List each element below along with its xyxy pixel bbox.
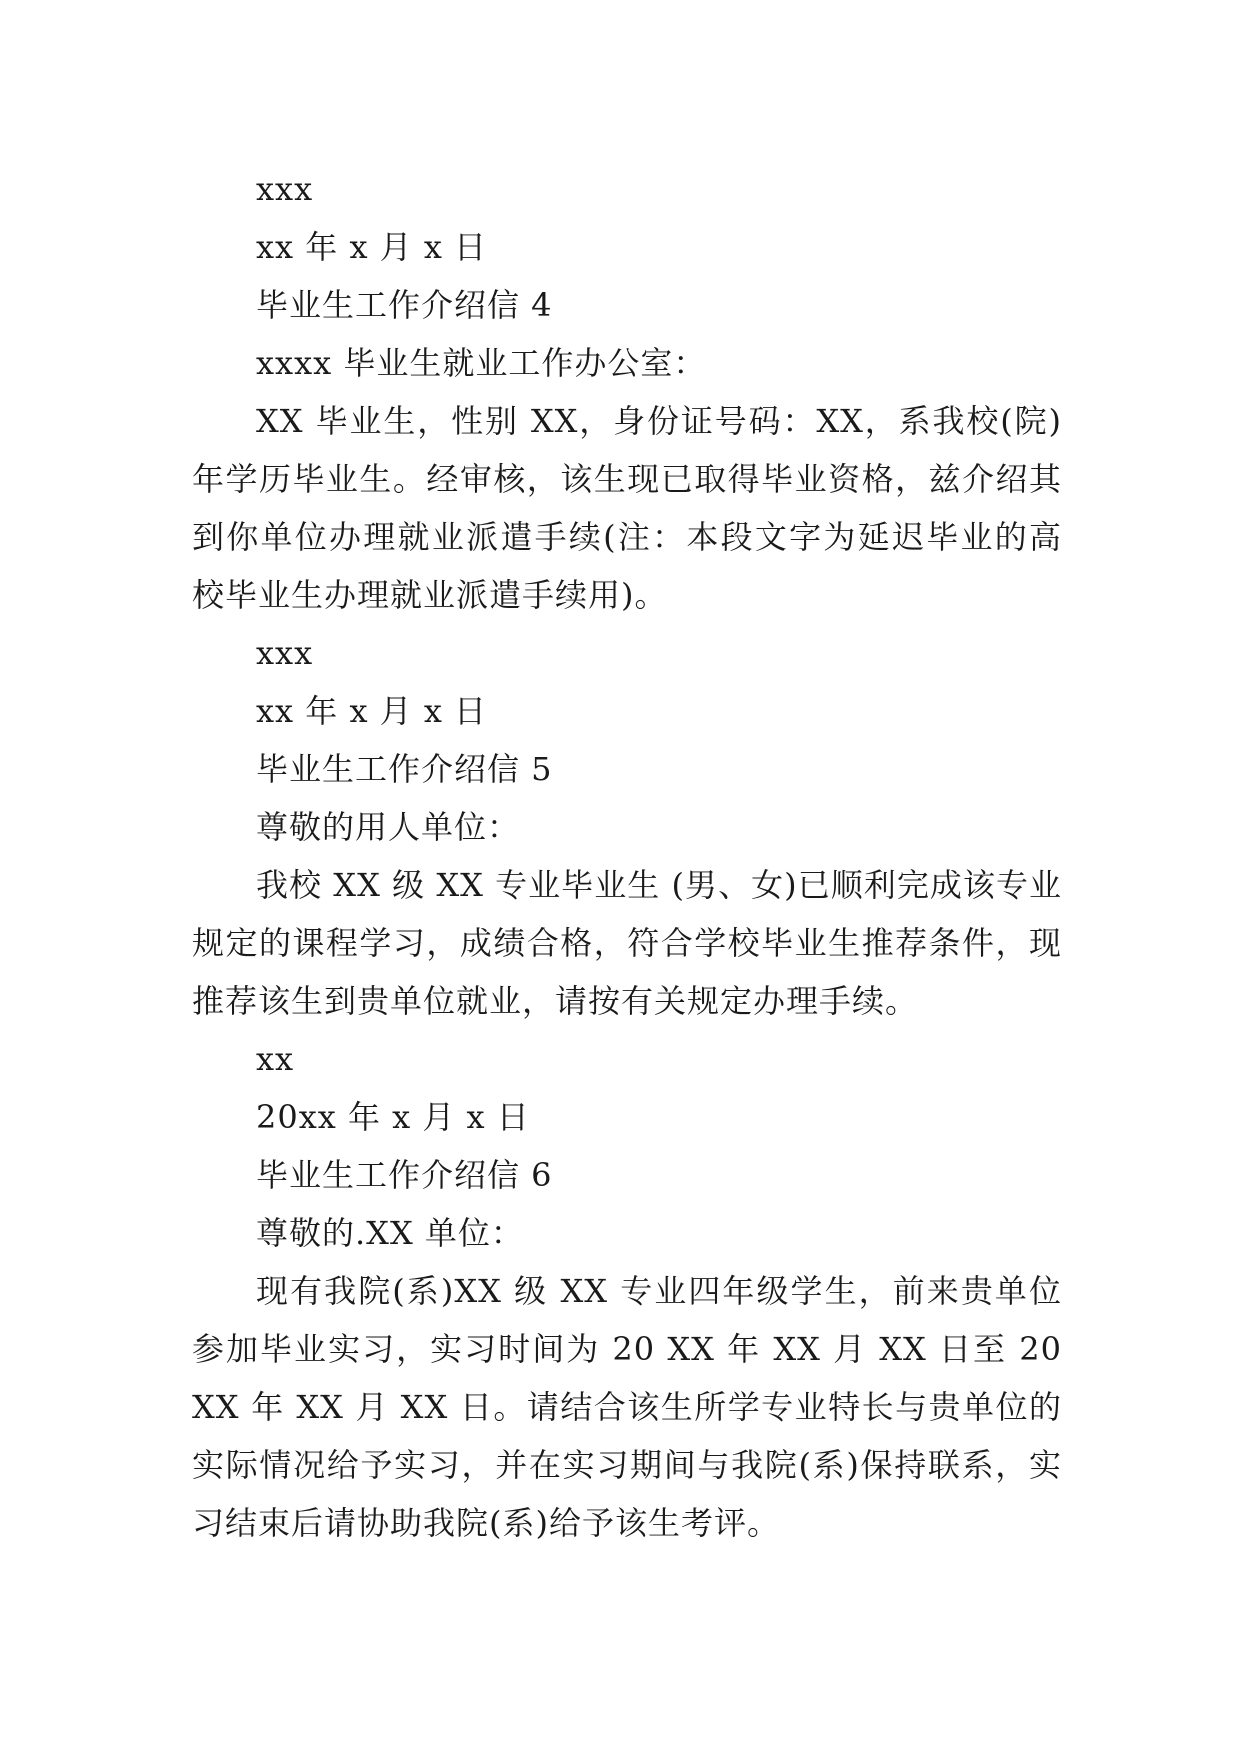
letter3-date: xx 年 x 月 x 日 xyxy=(256,228,488,266)
letter5-body: 我校 XX 级 XX 专业毕业生 (男、女)已顺利完成该专业规定的课程学习，成绩合格，符合学校毕业生推荐条件，现推荐该生到贵单位就业，请按有关规定办理手续。 xyxy=(192,866,1062,1020)
letter5-salutation: 尊敬的用人单位： xyxy=(256,808,521,846)
letter5-date: 20xx 年 x 月 x 日 xyxy=(256,1098,530,1136)
letter4-title: 毕业生工作介绍信 4 xyxy=(256,286,553,324)
letter4-body: XX 毕业生，性别 XX，身份证号码：XX，系我校(院)年学历毕业生。经审核，该生现已取得毕业资格，兹介绍其到你单位办理就业派遣手续(注：本段文字为延迟毕业的高校毕业生办理就业派遣手续用)。 xyxy=(192,402,1062,614)
letter6-salutation: 尊敬的.XX 单位： xyxy=(256,1214,524,1252)
letter4-date: xx 年 x 月 x 日 xyxy=(256,692,488,730)
letter6-body: 现有我院(系)XX 级 XX 专业四年级学生，前来贵单位参加毕业实习，实习时间为 20 XX 年 XX 月 XX 日至 20 XX 年 XX 月 XX 日。请结合该生所学专业特长与贵单位的实际情况给予实习，并在实习期间与我院(系)保持联系，实习结束后请协助我院(系)给予该生考评。 xyxy=(192,1272,1062,1542)
letter3-sender: xxx xyxy=(256,170,314,208)
letter5-title: 毕业生工作介绍信 5 xyxy=(256,750,553,788)
document-page xyxy=(192,160,1062,1552)
letter6-title: 毕业生工作介绍信 6 xyxy=(256,1156,553,1194)
letter4-sender: xxx xyxy=(256,634,314,672)
letter4-salutation: xxxx 毕业生就业工作办公室： xyxy=(256,344,707,382)
letter5-sender: xx xyxy=(256,1040,295,1078)
